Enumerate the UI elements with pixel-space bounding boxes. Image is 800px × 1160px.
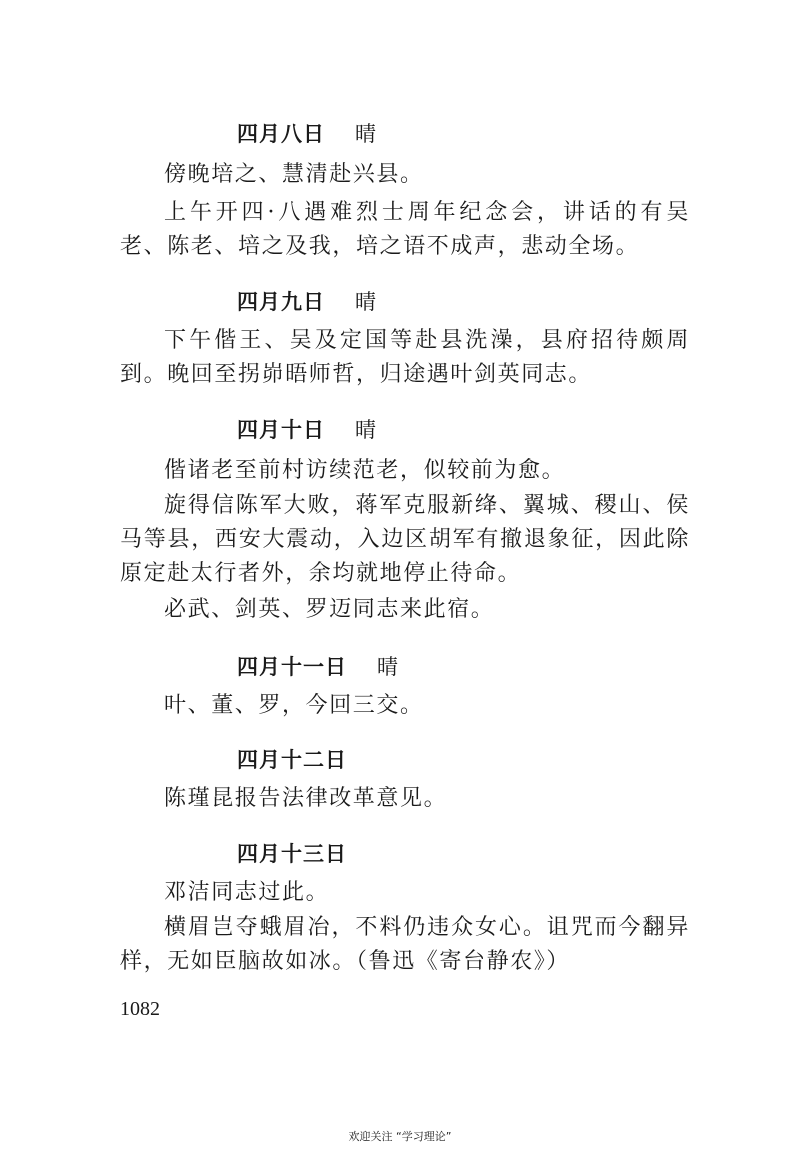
- entry-heading: [237, 414, 377, 444]
- paragraph: 横眉岂夺蛾眉冶，不料仍违众女心。诅咒而今翻异样，无如臣脑故如冰。（鲁迅《寄台静农》）: [120, 915, 690, 974]
- paragraph: 上午开四·八遇难烈士周年纪念会，讲话的有吴老、陈老、培之及我，培之语不成声，悲动全场。: [120, 200, 690, 259]
- entry-heading: [237, 118, 377, 148]
- entry-heading: [237, 286, 377, 316]
- entry-date: 四月十日: [237, 418, 325, 442]
- paragraph: 偕诸老至前村访续范老，似较前为愈。: [164, 458, 566, 483]
- entry-heading: [237, 838, 347, 868]
- paragraph: 陈瑾昆报告法律改革意见。: [164, 786, 448, 811]
- entry-date: 四月九日: [237, 290, 325, 314]
- footer-note: 欢迎关注 “学习理论”: [348, 1130, 452, 1143]
- paragraph: 必武、剑英、罗迈同志来此宿。: [164, 597, 495, 622]
- entry-weather: 晴: [377, 655, 399, 679]
- entry-date: 四月十二日: [237, 748, 347, 772]
- entry-weather: 晴: [355, 122, 377, 146]
- entry-heading: [237, 651, 399, 681]
- paragraph: 邓洁同志过此。: [164, 880, 330, 905]
- paragraph: 叶、董、罗，今回三交。: [164, 693, 424, 718]
- page-number: 1082: [120, 998, 160, 1020]
- entry-weather: 晴: [355, 418, 377, 442]
- entry-date: 四月十一日: [237, 655, 347, 679]
- entry-weather: 晴: [355, 290, 377, 314]
- entry-date: 四月八日: [237, 122, 325, 146]
- paragraph: 旋得信陈军大败，蒋军克服新绛、翼城、稷山、侯马等县，西安大震动，入边区胡军有撤退象征，因此除原定赴太行者外，余均就地停止待命。: [120, 493, 690, 586]
- paragraph: 傍晚培之、慧清赴兴县。: [164, 162, 424, 187]
- paragraph: 下午偕王、吴及定国等赴县洗澡，县府招待颇周到。晚回至拐峁晤师哲，归途遇叶剑英同志。: [120, 328, 690, 387]
- entry-heading: [237, 744, 347, 774]
- entry-date: 四月十三日: [237, 842, 347, 866]
